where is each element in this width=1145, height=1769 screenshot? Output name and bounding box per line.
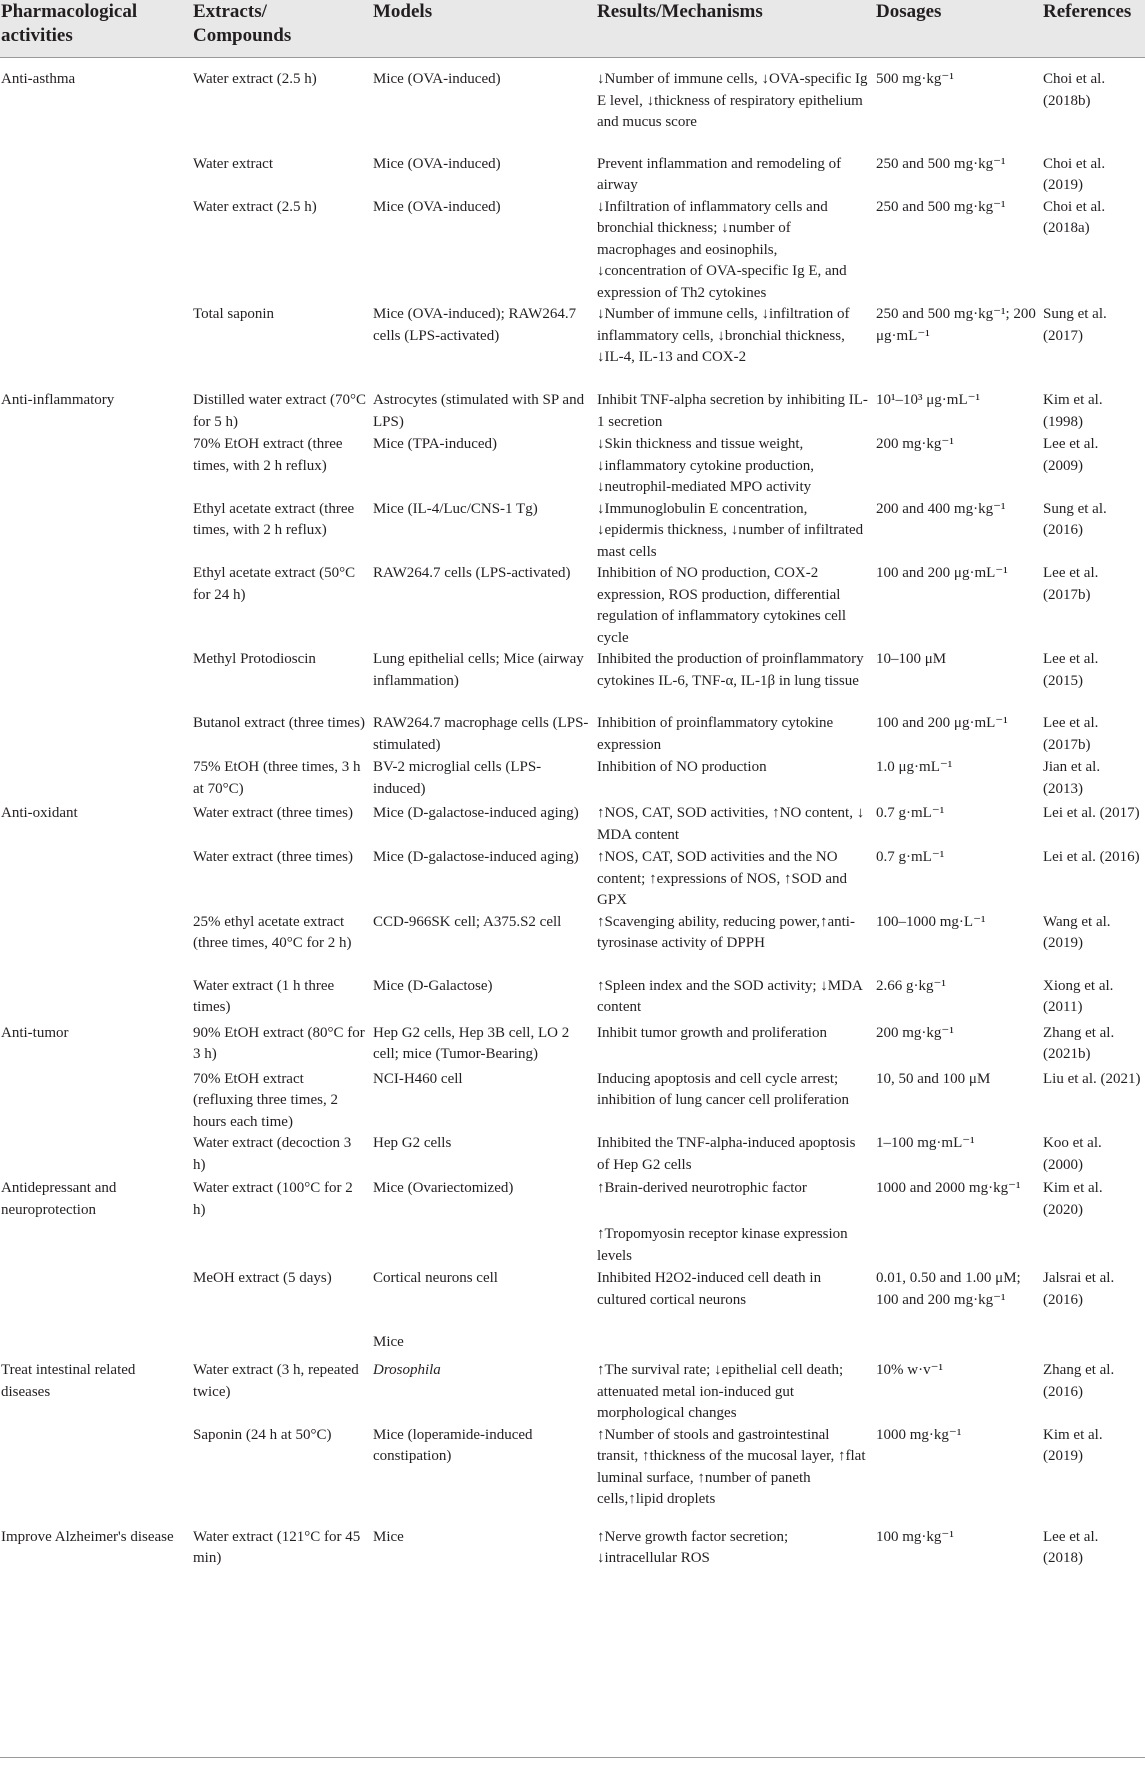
table-row [0,1224,1145,1268]
cell-activity: Improve Alzheimer's disease [1,1528,174,1545]
cell-extract: Butanol extract (three times) [193,715,366,731]
cell-model [371,1224,595,1268]
cell-model: Hep G2 cells [373,1135,452,1151]
cell-extract: Water extract (100°C for 2 h) [193,1180,353,1218]
cell-activity [0,1268,191,1332]
cell-reference: Zhang et al. (2021b) [1043,1024,1115,1062]
cell-reference: Lee et al. (2017b) [1043,715,1099,753]
cell-reference: Zhang et al. (2016) [1043,1362,1115,1400]
cell-extract: MeOH extract (5 days) [193,1270,332,1286]
cell-result: ↑The survival rate; ↓epithelial cell death; attenuated metal ion-induced gut morphological changes [597,1362,844,1421]
cell-extract: Saponin (24 h at 50°C) [193,1426,332,1443]
table-row [0,434,1145,499]
cell-activity: Treat intestinal related diseases [1,1362,136,1400]
cell-reference: Choi et al. (2018b) [1043,71,1106,109]
cell-result: ↑Number of stools and gastrointestinal transit, ↑thickness of the mucosal layer, ↑flat luminal surface, ↑number of paneth cells,↑lipid droplets [597,1426,866,1507]
cell-extract: Methyl Protodioscin [193,651,316,667]
cell-activity [0,1332,191,1360]
table-row [0,304,1145,390]
cell-dosage: 0.01, 0.50 and 1.00 μM; 100 and 200 mg·kg⁻¹ [876,1270,1021,1308]
cell-dosage: 250 and 500 mg·kg⁻¹ [876,198,1006,215]
cell-model: Lung epithelial cells; Mice (airway inflammation) [373,651,584,689]
cell-activity [0,976,191,1023]
cell-dosage: 250 and 500 mg·kg⁻¹ [876,155,1006,172]
cell-extract: 90% EtOH extract (80°C for 3 h) [193,1024,365,1062]
table-row [0,1425,1145,1527]
cell-activity [0,1069,191,1134]
cell-activity: Anti-tumor [1,1024,69,1041]
cell-model: Mice [373,1528,404,1545]
cell-reference: Xiong et al. (2011) [1043,977,1114,1015]
cell-reference: Koo et al. (2000) [1043,1135,1102,1173]
cell-reference: Lei et al. (2016) [1043,849,1140,865]
cell-result: Inhibition of NO production, COX-2 expression, ROS production, differential regulation of inflammatory cytokines cell cycle [597,565,847,646]
cell-model: NCI-H460 cell [373,1070,463,1087]
cell-dosage [874,1224,1041,1268]
cell-activity [0,649,191,713]
cell-model: Drosophila [373,1362,441,1378]
cell-dosage: 100 and 200 μg·mL⁻¹ [876,565,1008,581]
cell-reference: Kim et al. (2020) [1043,1180,1103,1218]
cell-dosage: 100 mg·kg⁻¹ [876,1528,954,1545]
cell-extract [191,1224,371,1268]
table-row [0,154,1145,197]
cell-result: Inhibited H2O2-induced cell death in cultured cortical neurons [597,1270,822,1308]
cell-model: Mice (OVA-induced) [373,198,501,215]
table-row [0,1268,1145,1332]
cell-model: RAW264.7 cells (LPS-activated) [373,565,571,581]
cell-extract: 75% EtOH (three times, 3 h at 70°C) [193,759,361,797]
cell-extract [191,1332,371,1360]
cell-result: ↓Number of immune cells, ↓infiltration of inflammatory cells, ↓bronchial thickness, ↓IL-4, IL-13 and COX-2 [597,306,850,365]
cell-dosage: 10% w·v⁻¹ [876,1362,943,1378]
cell-activity [0,1133,191,1178]
cell-model: Mice (D-galactose-induced aging) [373,805,579,821]
cell-result: ↑Tropomyosin receptor kinase expression levels [597,1226,848,1264]
cell-model: Mice (OVA-induced); RAW264.7 cells (LPS-activated) [373,306,577,344]
cell-dosage: 10, 50 and 100 μM [876,1070,991,1087]
cell-reference: Kim et al. (2019) [1043,1426,1103,1464]
cell-dosage: 10–100 μM [876,651,947,667]
table-row [0,1360,1145,1425]
cell-reference [1041,1332,1145,1360]
cell-reference: Wang et al. (2019) [1043,913,1111,951]
cell-model: Mice [373,1334,404,1350]
cell-activity [0,304,191,390]
cell-result: Inhibited the production of proinflammatory cytokines IL-6, TNF-α, IL-1β in lung tissue [597,651,864,689]
table-row [0,912,1145,976]
cell-activity [0,713,191,757]
table-row [0,58,1145,154]
header-extracts: Extracts/ Compounds [191,0,371,58]
cell-model: Cortical neurons cell [373,1270,498,1286]
table-header-row [0,0,1145,58]
cell-reference: Liu et al. (2021) [1043,1070,1141,1087]
cell-activity [0,1425,191,1527]
table-row [0,390,1145,434]
cell-dosage: 200 mg·kg⁻¹ [876,436,954,452]
cell-extract: Distilled water extract (70°C for 5 h) [193,392,367,430]
cell-reference: Lee et al. (2015) [1043,651,1099,689]
cell-extract: Total saponin [193,306,275,322]
cell-result: ↓Infiltration of inflammatory cells and bronchial thickness; ↓number of macrophages and eosinophils, ↓concentration of OVA-specific Ig E, and expression of Th2 cytokines [597,198,847,301]
cell-result: ↓Number of immune cells, ↓OVA-specific Ig E level, ↓thickness of respiratory epithelium and mucus score [597,71,868,130]
table-body [0,58,1145,1769]
cell-dosage: 0.7 g·mL⁻¹ [876,805,945,821]
cell-extract: Water extract (3 h, repeated twice) [193,1362,359,1400]
table-row [0,847,1145,912]
cell-result: Inhibition of proinflammatory cytokine expression [597,715,834,753]
cell-activity: Anti-inflammatory [1,392,115,408]
cell-reference: Jian et al. (2013) [1043,759,1101,797]
cell-extract: 70% EtOH extract (three times, with 2 h reflux) [193,436,343,474]
cell-result: ↑Scavenging ability, reducing power,↑anti-tyrosinase activity of DPPH [597,913,855,951]
cell-extract: Water extract (three times) [193,805,353,821]
table-row [0,757,1145,803]
cell-reference: Sung et al. (2017) [1043,306,1107,344]
cell-extract: 25% ethyl acetate extract (three times, 40°C for 2 h) [193,913,352,951]
table-row [0,1133,1145,1178]
cell-activity: Antidepressant and neuroprotection [1,1180,117,1218]
cell-extract: Water extract (2.5 h) [193,71,317,87]
cell-model: Mice (IL-4/Luc/CNS-1 Tg) [373,500,538,517]
cell-reference: Lee et al. (2017b) [1043,565,1099,603]
table-row [0,1178,1145,1224]
cell-model: Astrocytes (stimulated with SP and LPS) [373,392,585,430]
cell-dosage: 1–100 mg·mL⁻¹ [876,1135,975,1151]
cell-activity: Anti-asthma [1,71,76,87]
cell-dosage [874,1332,1041,1360]
table-row [0,499,1145,564]
cell-activity [0,197,191,305]
cell-extract: Water extract (1 h three times) [193,977,335,1015]
cell-dosage: 250 and 500 mg·kg⁻¹; 200 μg·mL⁻¹ [876,306,1036,344]
cell-result: ↑NOS, CAT, SOD activities, ↑NO content, ↓ MDA content [597,805,865,843]
cell-dosage: 100–1000 mg·L⁻¹ [876,913,986,930]
cell-reference: Choi et al. (2019) [1043,155,1106,193]
cell-dosage: 1000 mg·kg⁻¹ [876,1426,962,1443]
table-row [0,713,1145,757]
header-results: Results/Mechanisms [595,0,874,58]
cell-reference [1041,1224,1145,1268]
cell-activity [0,847,191,912]
cell-activity [0,757,191,803]
table-row [0,649,1145,713]
cell-result: Inhibition of NO production [597,759,767,775]
table-row [0,1332,1145,1360]
cell-dosage: 500 mg·kg⁻¹ [876,71,954,87]
table-row [0,197,1145,305]
cell-activity [0,434,191,499]
cell-result: Inhibited the TNF-alpha-induced apoptosis of Hep G2 cells [597,1135,856,1173]
cell-reference: Kim et al. (1998) [1043,392,1103,430]
cell-extract: Ethyl acetate extract (50°C for 24 h) [193,565,356,603]
cell-result: ↑Spleen index and the SOD activity; ↓MDA content [597,977,862,1015]
cell-result: Prevent inflammation and remodeling of airway [597,155,842,193]
cell-model: Hep G2 cells, Hep 3B cell, LO 2 cell; mice (Tumor-Bearing) [373,1024,570,1062]
cell-dosage: 10¹–10³ μg·mL⁻¹ [876,392,981,408]
cell-result: ↑Nerve growth factor secretion; ↓intracellular ROS [597,1528,789,1566]
cell-result: ↓Immunoglobulin E concentration, ↓epidermis thickness, ↓number of infiltrated mast cells [597,500,864,560]
cell-activity [0,563,191,649]
cell-extract: Water extract (decoction 3 h) [193,1135,352,1173]
cell-dosage: 0.7 g·mL⁻¹ [876,849,945,865]
table-bottom-rule [0,1757,1145,1758]
cell-reference: Lee et al. (2009) [1043,436,1099,474]
cell-model: Mice (loperamide-induced constipation) [373,1426,533,1464]
cell-model: Mice (D-Galactose) [373,977,493,994]
cell-model: RAW264.7 macrophage cells (LPS-stimulated) [373,715,589,753]
cell-reference: Sung et al. (2016) [1043,500,1107,538]
cell-activity [0,154,191,197]
cell-activity: Anti-oxidant [1,805,78,821]
cell-extract: Water extract [193,155,273,172]
cell-dosage: 200 and 400 mg·kg⁻¹ [876,500,1006,517]
cell-model: BV-2 microglial cells (LPS-induced) [373,759,542,797]
cell-model: CCD-966SK cell; A375.S2 cell [373,913,562,930]
cell-dosage: 1000 and 2000 mg·kg⁻¹ [876,1180,1021,1196]
cell-model: Mice (D-galactose-induced aging) [373,849,579,865]
cell-extract: Water extract (three times) [193,849,353,865]
table-row [0,803,1145,847]
cell-model: Mice (TPA-induced) [373,436,497,452]
cell-reference: Jalsrai et al. (2016) [1043,1270,1115,1308]
cell-reference: Lei et al. (2017) [1043,805,1140,821]
cell-reference: Choi et al. (2018a) [1043,198,1106,236]
cell-result [595,1332,874,1360]
header-references: References [1041,0,1145,58]
header-dosages: Dosages [874,0,1041,58]
cell-result: Inhibit TNF-alpha secretion by inhibiting IL-1 secretion [597,392,868,430]
cell-result: Inducing apoptosis and cell cycle arrest; inhibition of lung cancer cell proliferation [597,1070,849,1108]
cell-model: Mice (OVA-induced) [373,155,501,172]
cell-activity [0,499,191,564]
cell-dosage: 2.66 g·kg⁻¹ [876,977,946,994]
table-row [0,1069,1145,1134]
table-row [0,976,1145,1023]
table-row [0,563,1145,649]
header-activities: Pharmacological activities [0,0,191,58]
cell-model: Mice (OVA-induced) [373,71,501,87]
cell-reference: Lee et al. (2018) [1043,1528,1099,1566]
cell-model: Mice (Ovariectomized) [373,1180,514,1196]
header-models: Models [371,0,595,58]
table-row [0,1527,1145,1769]
cell-dosage: 1.0 μg·mL⁻¹ [876,759,953,775]
cell-result: Inhibit tumor growth and proliferation [597,1024,827,1041]
cell-activity [0,1224,191,1268]
cell-result: ↓Skin thickness and tissue weight, ↓inflammatory cytokine production, ↓neutrophil-mediated MPO activity [597,436,815,495]
cell-dosage: 100 and 200 μg·mL⁻¹ [876,715,1008,731]
table-row [0,1023,1145,1069]
cell-activity [0,912,191,976]
cell-result: ↑NOS, CAT, SOD activities and the NO content; ↑expressions of NOS, ↑SOD and GPX [597,849,847,908]
cell-extract: Water extract (121°C for 45 min) [193,1528,361,1566]
cell-extract: 70% EtOH extract (refluxing three times, 2 hours each time) [193,1070,338,1130]
cell-dosage: 200 mg·kg⁻¹ [876,1024,954,1041]
cell-extract: Ethyl acetate extract (three times, with 2 h reflux) [193,500,355,538]
cell-result: ↑Brain-derived neurotrophic factor [597,1180,807,1196]
cell-extract: Water extract (2.5 h) [193,198,317,215]
